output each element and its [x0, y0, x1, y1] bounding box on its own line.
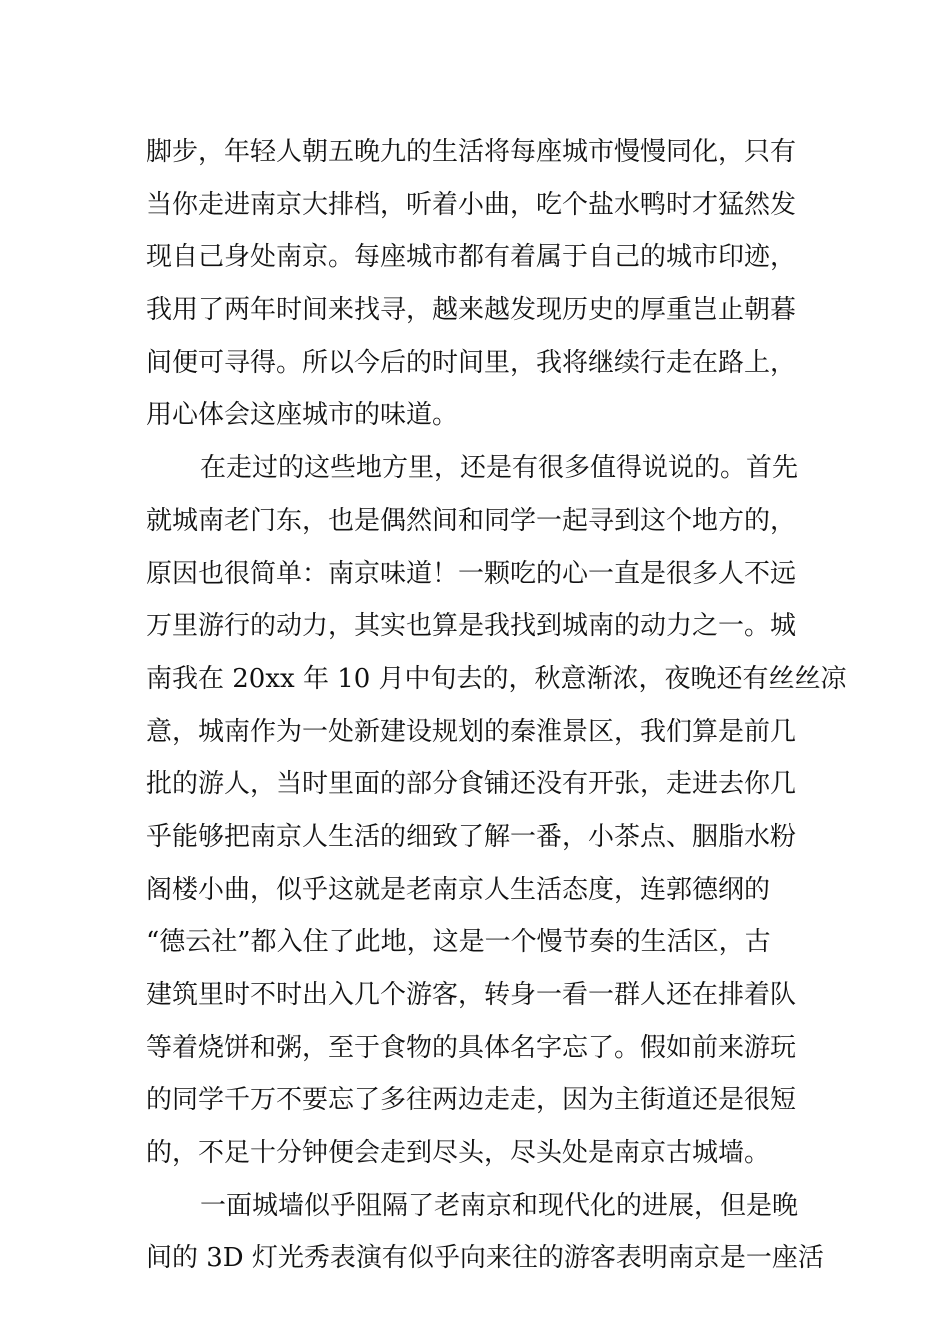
text-line: 批的游人，当时里面的部分食铺还没有开张，走进去你几 [146, 769, 797, 800]
text-line: 脚步，年轻人朝五晚九的生活将每座城市慢慢同化，只有 [146, 137, 797, 167]
text-line: 乎能够把南京人生活的细致了解一番，小茶点、胭脂水粉 [146, 821, 797, 852]
text-line: 用心体会这座城市的味道。 [146, 400, 459, 431]
paragraph-start-line: 一面城墙似乎阻隔了老南京和现代化的进展，但是晚 [200, 1190, 799, 1221]
text-line: 间便可寻得。所以今后的时间里，我将继续行走在路上， [146, 347, 797, 378]
text-line: 就城南老门东，也是偶然间和同学一起寻到这个地方的， [146, 505, 797, 536]
text-line: 等着烧饼和粥，至于食物的具体名字忘了。假如前来游玩 [146, 1032, 797, 1063]
text-line: 建筑里时不时出入几个游客，转身一看一群人还在排着队 [146, 980, 797, 1010]
text-line: 间的 3D 灯光秀表演有似乎向来往的游客表明南京是一座活 [146, 1243, 824, 1274]
paragraph-start-line: 在走过的这些地方里，还是有很多值得说说的。首先 [200, 453, 799, 484]
text-line: 意，城南作为一处新建设规划的秦淮景区，我们算是前几 [146, 716, 797, 747]
text-line: 的，不足十分钟便会走到尽头，尽头处是南京古城墙。 [146, 1138, 771, 1169]
text-line: 我用了两年时间来找寻，越来越发现历史的厚重岂止朝暮 [146, 295, 797, 326]
text-line: 南我在 20xx 年 10 月中旬去的，秋意渐浓，夜晚还有丝丝凉 [146, 663, 847, 694]
text-line: 当你走进南京大排档，听着小曲，吃个盐水鸭时才猛然发 [146, 189, 797, 220]
body-text [146, 126, 847, 1285]
text-line: 原因也很简单：南京味道！一颗吃的心一直是很多人不远 [146, 558, 797, 589]
text-line: “德云社”都入住了此地，这是一个慢节奏的生活区，古 [146, 927, 771, 958]
text-line: 万里游行的动力，其实也算是我找到城南的动力之一。城 [146, 611, 797, 642]
text-line: 的同学千万不要忘了多往两边走走，因为主街道还是很短 [146, 1085, 797, 1116]
text-line: 现自己身处南京。每座城市都有着属于自己的城市印迹， [146, 242, 797, 273]
text-line: 阁楼小曲，似乎这就是老南京人生活态度，连郭德纲的 [146, 874, 771, 905]
